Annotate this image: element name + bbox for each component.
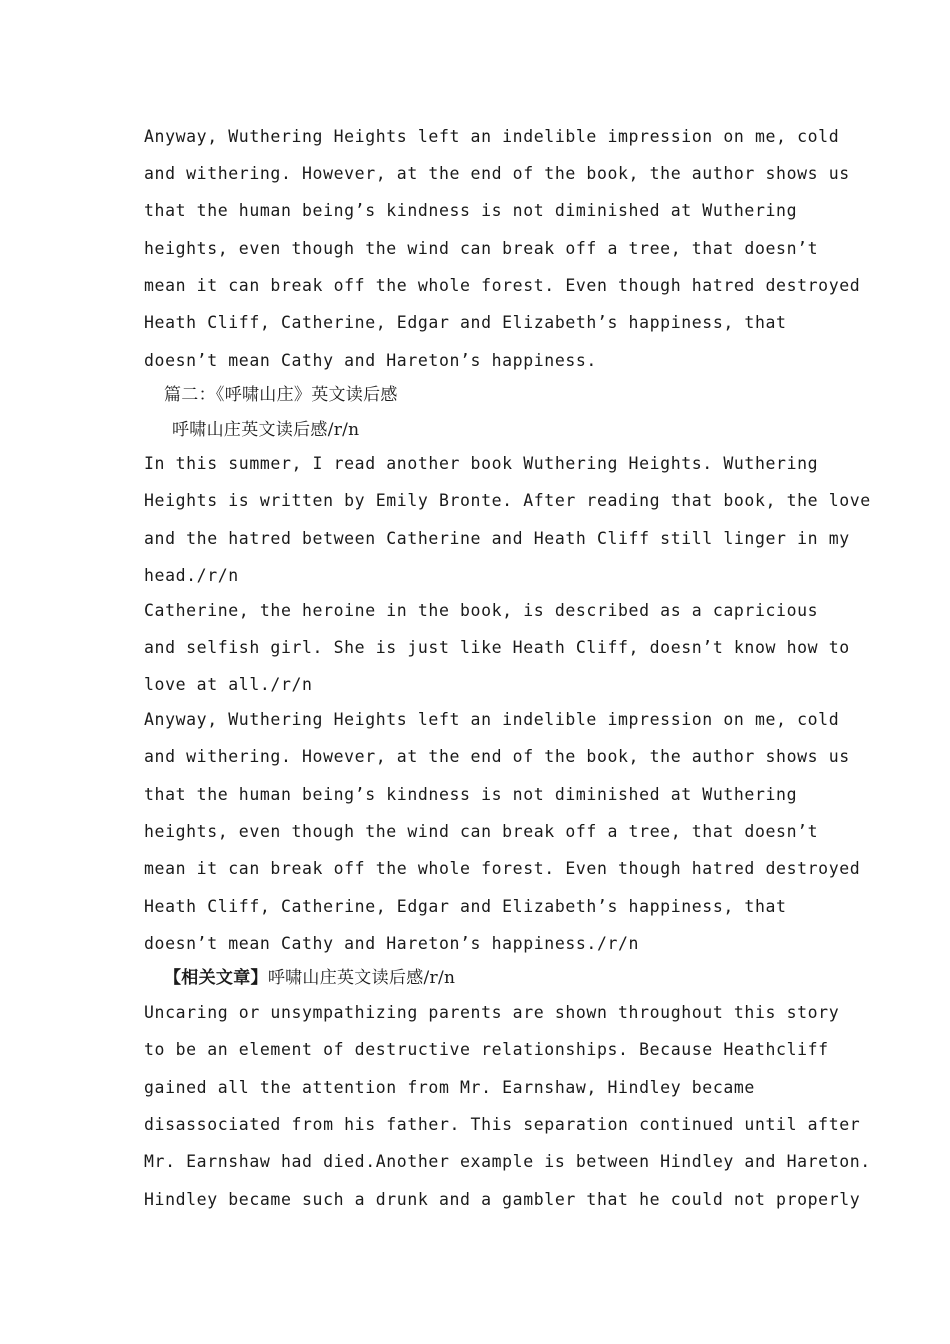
- text-line: to be an element of destructive relationships. Because Heathcliff: [144, 1040, 829, 1059]
- text-line: Anyway, Wuthering Heights left an indelible impression on me, cold: [144, 127, 840, 146]
- text-line: and selfish girl. She is just like Heath Cliff, doesn’t know how to: [144, 638, 850, 657]
- text-line: and withering. However, at the end of the book, the author shows us: [144, 164, 850, 183]
- text-line: Heath Cliff, Catherine, Edgar and Elizabeth’s happiness, that: [144, 897, 787, 916]
- text-line: that the human being’s kindness is not diminished at Wuthering: [144, 201, 798, 220]
- text-line: that the human being’s kindness is not diminished at Wuthering: [144, 785, 798, 804]
- text-line: Hindley became such a drunk and a gambler that he could not properly: [144, 1190, 861, 1209]
- text-line: Anyway, Wuthering Heights left an indelible impression on me, cold: [144, 710, 840, 729]
- text-line: disassociated from his father. This separation continued until after: [144, 1115, 861, 1134]
- text-line: gained all the attention from Mr. Earnshaw, Hindley became: [144, 1078, 755, 1097]
- related-article-heading: [164, 968, 844, 988]
- text-line: doesn’t mean Cathy and Hareton’s happiness.: [144, 351, 597, 370]
- text-line: In this summer, I read another book Wuthering Heights. Wuthering: [144, 454, 819, 473]
- text-line: head./r/n: [144, 566, 239, 585]
- section-subheading: 呼啸山庄英文读后感/r/n: [172, 420, 360, 440]
- text-line: doesn’t mean Cathy and Hareton’s happiness./r/n: [144, 934, 640, 953]
- text-line: heights, even though the wind can break off a tree, that doesn’t: [144, 822, 819, 841]
- text-line: love at all./r/n: [144, 675, 313, 694]
- text-line: Heights is written by Emily Bronte. After reading that book, the love: [144, 491, 871, 510]
- section-heading: 篇二：《呼啸山庄》英文读后感: [164, 385, 398, 405]
- text-line: Heath Cliff, Catherine, Edgar and Elizabeth’s happiness, that: [144, 313, 787, 332]
- text-line: mean it can break off the whole forest. Even though hatred destroyed: [144, 276, 861, 295]
- text-line: mean it can break off the whole forest. Even though hatred destroyed: [144, 859, 861, 878]
- text-line: heights, even though the wind can break off a tree, that doesn’t: [144, 239, 819, 258]
- related-article-label: 【相关文章】: [164, 968, 268, 988]
- text-line: and the hatred between Catherine and Heath Cliff still linger in my: [144, 529, 850, 548]
- text-line: and withering. However, at the end of the book, the author shows us: [144, 747, 850, 766]
- related-article-title: 呼啸山庄英文读后感/r/n: [267, 968, 456, 988]
- text-line: Catherine, the heroine in the book, is described as a capricious: [144, 601, 819, 620]
- text-line: Mr. Earnshaw had died.Another example is between Hindley and Hareton.: [144, 1152, 871, 1171]
- text-line: Uncaring or unsympathizing parents are shown throughout this story: [144, 1003, 840, 1022]
